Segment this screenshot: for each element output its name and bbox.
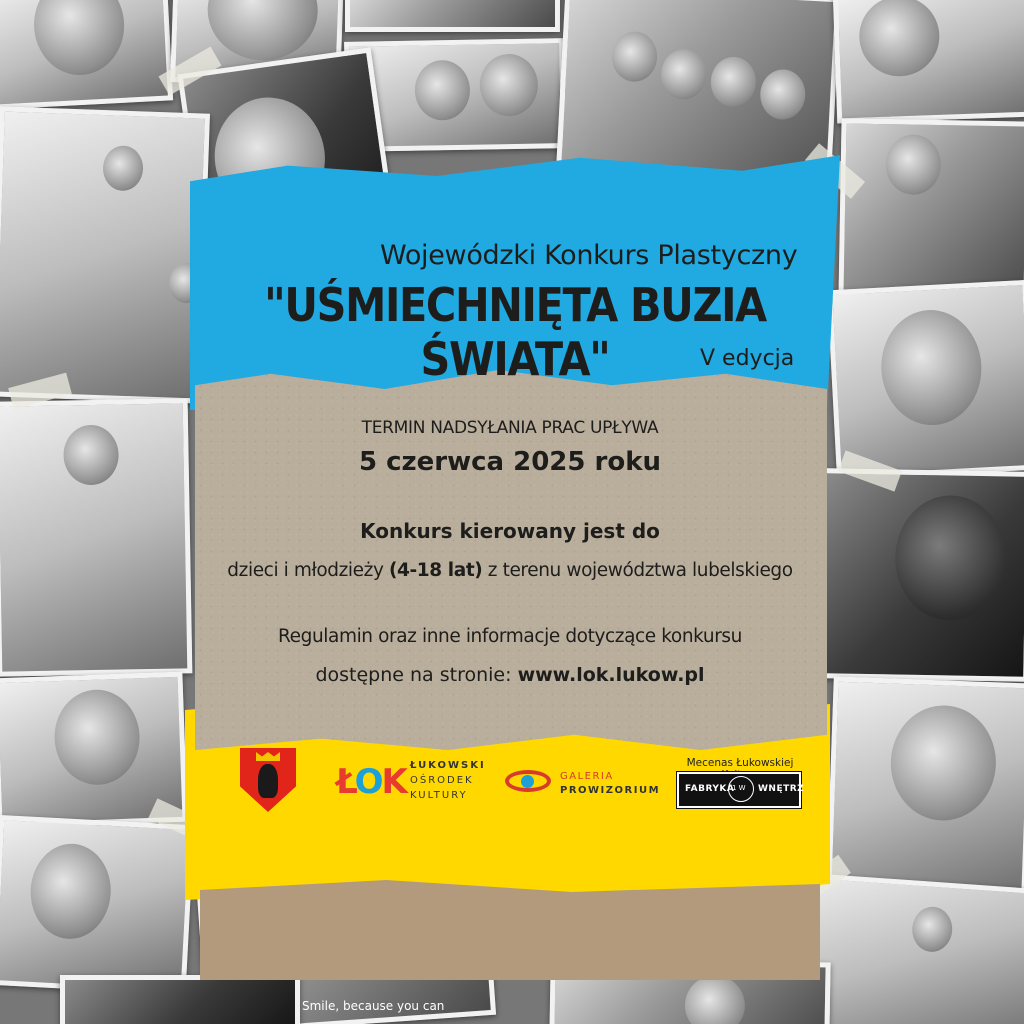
photo-boy-on-chair (838, 118, 1024, 301)
photo-laughing-toddler-right (818, 468, 1024, 682)
photo-child-with-dog (833, 0, 1024, 123)
eye-pupil-icon (521, 775, 534, 788)
rules-info: Regulamin oraz inne informacje dotyczące konkursu (278, 626, 742, 647)
website-link[interactable]: www.lok.lukow.pl (517, 664, 705, 686)
competition-subtitle: Wojewódzki Konkurs Plastyczny (380, 240, 798, 271)
fabryka-logo-text: FABRYKA (685, 784, 735, 794)
lok-logo: ŁOK (336, 762, 406, 802)
rules-link-line (200, 664, 820, 686)
seal-icon-text: 1 W (732, 784, 746, 792)
rules-link-pre: dostępne na stronie: (315, 664, 518, 686)
photo-curly-girl-right (826, 677, 1024, 899)
deadline-label: TERMIN NADSYŁANIA PRAC UPŁYWA (361, 418, 659, 438)
photo-laughing-child-top-left (0, 0, 173, 110)
lok-caption-line: OŚRODEK (410, 775, 474, 786)
photo-girl-with-bow (0, 815, 194, 995)
competition-title: "UŚMIECHNIĘTA BUZIA ŚWIATA" (264, 278, 766, 386)
lok-caption-line: KULTURY (410, 790, 468, 801)
galeria-caption-line: GALERIA (560, 771, 614, 782)
target-heading: Konkurs kierowany jest do (360, 519, 660, 543)
kraft-paper-strip-bottom (200, 880, 820, 980)
target-audience-post: z terenu województwa lubelskiego (482, 560, 793, 581)
galeria-caption-line: PROWIZORIUM (560, 785, 661, 796)
photo-bottom-left-edge (60, 975, 300, 1024)
deadline-date: 5 czerwca 2025 roku (358, 447, 662, 477)
target-age-range: (4-18 lat) (389, 560, 483, 581)
target-audience-pre: dzieci i młodzieży (227, 560, 389, 581)
lok-caption-line: ŁUKOWSKI (410, 760, 486, 771)
photo-laughing-baby-right (827, 280, 1024, 480)
target-audience (200, 560, 820, 581)
photo-small-top (345, 0, 560, 32)
bear-icon (258, 764, 278, 798)
photo-caption: Smile, because you can (302, 999, 445, 1013)
patron-label: Mecenas Łukowskiej (686, 757, 794, 769)
wnetrz-logo-text: WNĘTRZ (758, 784, 805, 794)
photo-girl-roller-skates (0, 398, 192, 676)
edition-label: V edycja (700, 346, 795, 371)
photo-girls-leapfrog (0, 106, 210, 403)
